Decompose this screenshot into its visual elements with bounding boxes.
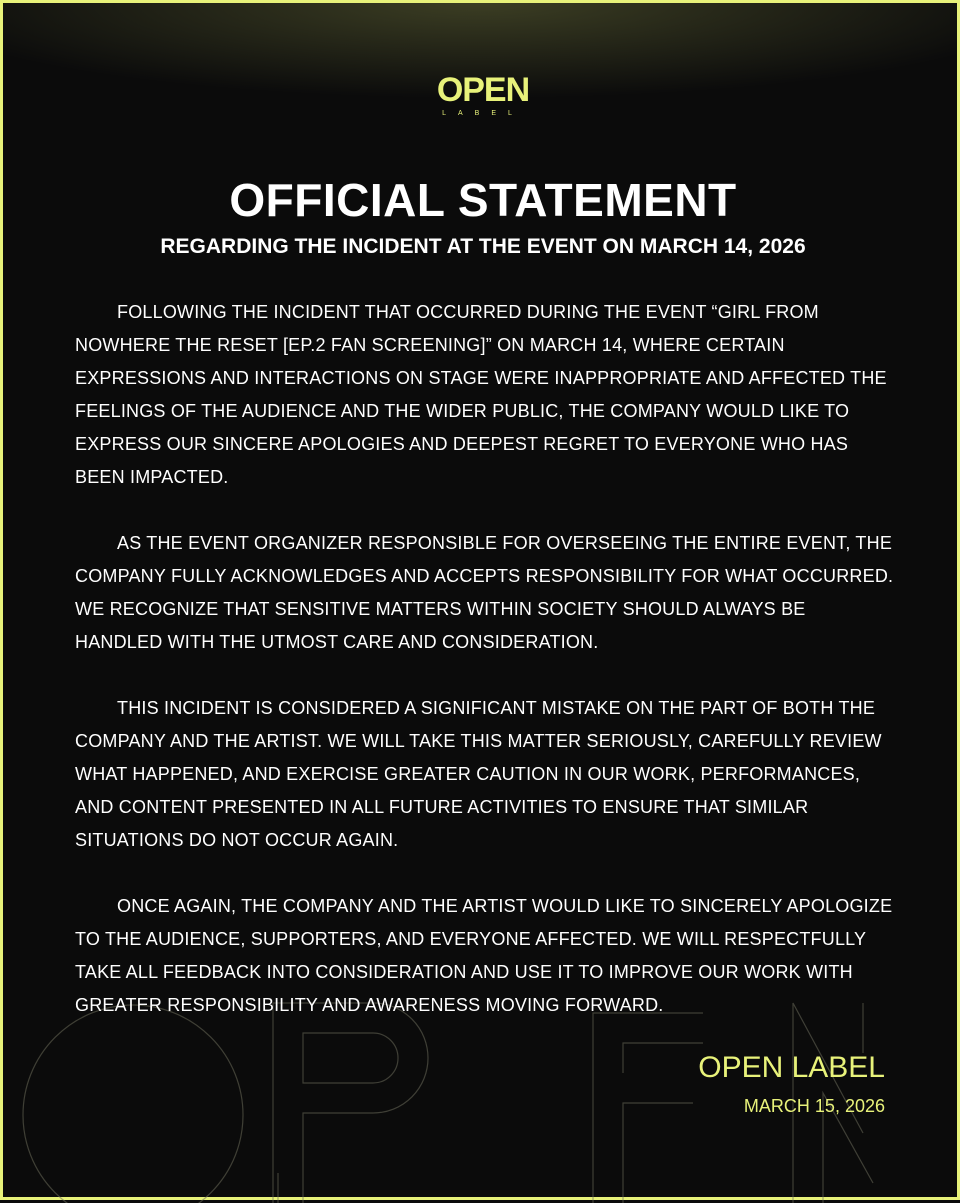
logo-wordmark: OPEN <box>436 71 530 109</box>
signature-date: MARCH 15, 2026 <box>743 1096 885 1116</box>
signature-name: OPEN LABEL <box>698 1051 885 1084</box>
statement-paragraph: AS THE EVENT ORGANIZER RESPONSIBLE FOR OVERSEEING THE ENTIRE EVENT, THE COMPANY FULLY ACKNOWLEDGES AND ACCEPTS RESPONSIBILITY FOR WHAT OCCURRED. WE RECOGNIZE THAT SENSITIVE MATTERS WITHIN SOCIETY SHOULD ALWAYS BE HANDLED WITH THE UTMOST CARE AND CONSIDERATION. <box>75 533 894 652</box>
statement-paragraph: THIS INCIDENT IS CONSIDERED A SIGNIFICANT MISTAKE ON THE PART OF BOTH THE COMPANY AND THE ARTIST. WE WILL TAKE THIS MATTER SERIOUSLY, CAREFULLY REVIEW WHAT HAPPENED, AND EXERCISE GREATER CAUTION IN OUR WORK, PERFORMANCES, AND CONTENT PRESENTED IN ALL FUTURE ACTIVITIES TO ENSURE THAT SIMILAR SITUATIONS DO NOT OCCUR AGAIN. <box>75 698 882 850</box>
statement-paragraph: FOLLOWING THE INCIDENT THAT OCCURRED DURING THE EVENT “GIRL FROM NOWHERE THE RESET [EP.2 FAN SCREENING]” ON MARCH 14, WHERE CERTAIN EXPRESSIONS AND INTERACTIONS ON STAGE WERE INAPPROPRIATE AND AFFECTED THE FEELINGS OF THE AUDIENCE AND THE WIDER PUBLIC, THE COMPANY WOULD LIKE TO EXPRESS OUR SINCERE APOLOGIES AND DEEPEST REGRET TO EVERYONE WHO HAS BEEN IMPACTED. <box>75 302 887 487</box>
page-title: OFFICIAL STATEMENT <box>229 174 737 226</box>
statement-body <box>75 296 895 1055</box>
page-subtitle: REGARDING THE INCIDENT AT THE EVENT ON MARCH 14, 2026 <box>160 235 806 258</box>
logo-subtext: LABEL <box>442 110 524 117</box>
statement-paragraph: ONCE AGAIN, THE COMPANY AND THE ARTIST WOULD LIKE TO SINCERELY APOLOGIZE TO THE AUDIENCE, SUPPORTERS, AND EVERYONE AFFECTED. WE WILL RESPECTFULLY TAKE ALL FEEDBACK INTO CONSIDERATION AND USE IT TO IMPROVE OUR WORK WITH GREATER RESPONSIBILITY AND AWARENESS MOVING FORWARD. <box>75 896 893 1015</box>
open-label-logo <box>413 69 553 119</box>
